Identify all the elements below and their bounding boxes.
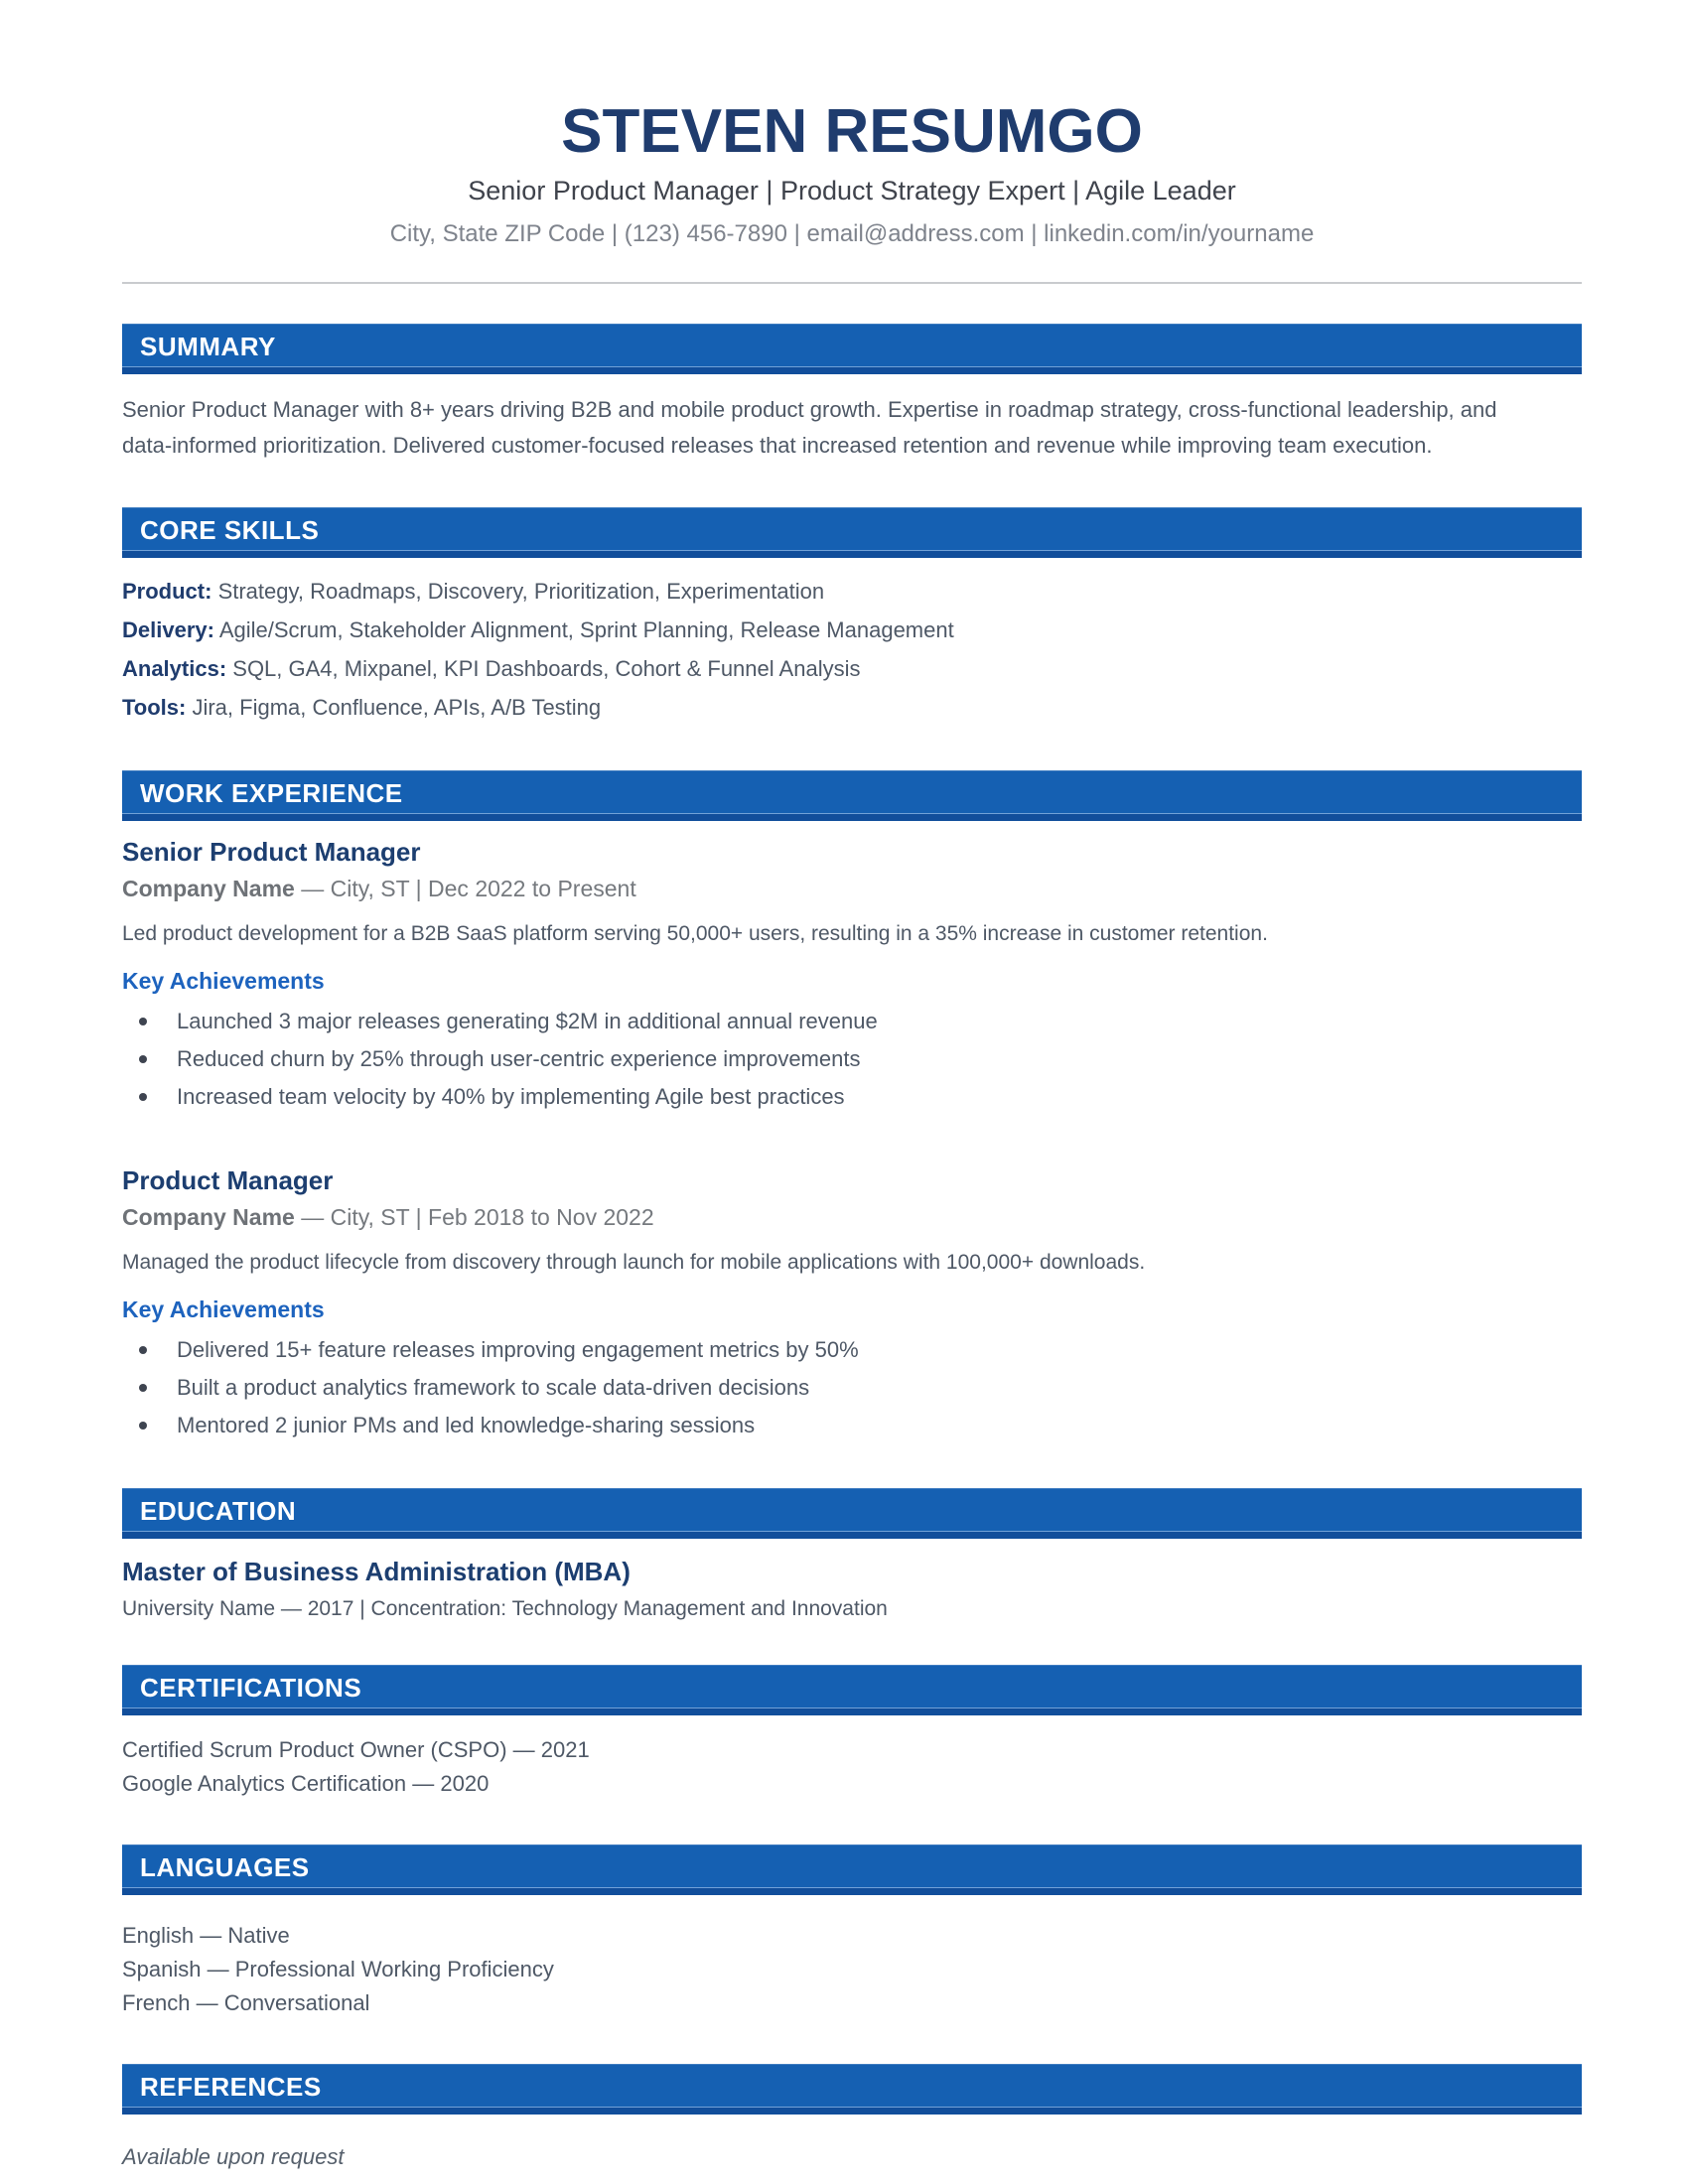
- candidate-name: STEVEN RESUMGO: [561, 97, 1143, 166]
- achievement-item: Launched 3 major releases generating $2M in additional annual revenue: [122, 1003, 1582, 1040]
- candidate-tagline: Senior Product Manager | Product Strategy Expert | Agile Leader: [468, 176, 1236, 206]
- job-role: Senior Product Manager: [122, 837, 421, 868]
- section-references: [122, 2064, 1582, 2170]
- education-section-header: EDUCATION: [122, 1488, 1582, 1539]
- references-text: Available upon request: [122, 2144, 345, 2170]
- job-description: Led product development for a B2B SaaS platform serving 50,000+ users, resulting in a 35% increase in customer retention.: [122, 922, 1268, 946]
- certification-item: Certified Scrum Product Owner (CSPO) — 2021: [122, 1737, 590, 1763]
- job-description: Managed the product lifecycle from discovery through launch for mobile applications with 100,000+ downloads.: [122, 1251, 1146, 1275]
- job-entry-product-manager: [122, 1165, 1582, 1444]
- language-item: English — Native: [122, 1923, 290, 1949]
- degree-detail: University Name — 2017 | Concentration: Technology Management and Innovation: [122, 1597, 888, 1621]
- contact-line: City, State ZIP Code | (123) 456-7890 | email@address.com | linkedin.com/in/yourname: [389, 220, 1315, 248]
- skill-label: Product:: [122, 579, 212, 605]
- company-meta: — City, ST | Feb 2018 to Nov 2022: [294, 1204, 654, 1231]
- certification-list: [122, 1733, 1582, 1801]
- skill-row-product: [122, 572, 1582, 611]
- skill-label: Tools:: [122, 695, 187, 721]
- section-education: [122, 1488, 1582, 1621]
- certification-item: Google Analytics Certification — 2020: [122, 1771, 490, 1797]
- job-company-line: [122, 876, 1582, 902]
- company-name: Company Name: [122, 876, 295, 902]
- resume-header: [122, 99, 1582, 248]
- skill-text: Strategy, Roadmaps, Discovery, Prioritization, Experimentation: [211, 579, 825, 605]
- section-languages: [122, 1844, 1582, 2020]
- languages-section-header: LANGUAGES: [122, 1844, 1582, 1895]
- section-work-experience: [122, 770, 1582, 1444]
- job-role: Product Manager: [122, 1165, 334, 1196]
- skill-text: SQL, GA4, Mixpanel, KPI Dashboards, Cohort & Funnel Analysis: [226, 656, 861, 682]
- skill-row-analytics: [122, 649, 1582, 688]
- achievement-item: Mentored 2 junior PMs and led knowledge-sharing sessions: [122, 1407, 1582, 1444]
- skills-list: [122, 572, 1582, 727]
- skill-text: Jira, Figma, Confluence, APIs, A/B Testing: [186, 695, 602, 721]
- section-certifications: [122, 1665, 1582, 1801]
- summary-section-header: SUMMARY: [122, 324, 1582, 374]
- company-name: Company Name: [122, 1204, 295, 1231]
- header-divider: [122, 282, 1582, 284]
- achievement-item: Reduced churn by 25% through user-centric experience improvements: [122, 1040, 1582, 1078]
- achievement-item: Built a product analytics framework to scale data-driven decisions: [122, 1369, 1582, 1407]
- achievement-item: Increased team velocity by 40% by implementing Agile best practices: [122, 1078, 1582, 1116]
- job-entry-senior-product-manager: [122, 837, 1582, 1116]
- skill-label: Delivery:: [122, 617, 214, 643]
- achievement-list: [122, 1003, 1582, 1116]
- core-skills-section-header: CORE SKILLS: [122, 507, 1582, 558]
- certifications-section-header: CERTIFICATIONS: [122, 1665, 1582, 1715]
- company-meta: — City, ST | Dec 2022 to Present: [294, 876, 636, 902]
- achievement-item: Delivered 15+ feature releases improving engagement metrics by 50%: [122, 1331, 1582, 1369]
- section-core-skills: [122, 507, 1582, 727]
- degree-title: Master of Business Administration (MBA): [122, 1557, 631, 1587]
- language-list: [122, 1919, 1582, 2020]
- key-achievements-heading: Key Achievements: [122, 1297, 325, 1323]
- achievement-list: [122, 1331, 1582, 1444]
- skill-row-delivery: [122, 611, 1582, 649]
- skill-row-tools: [122, 688, 1582, 727]
- job-company-line: [122, 1204, 1582, 1231]
- key-achievements-heading: Key Achievements: [122, 968, 325, 995]
- section-summary: [122, 324, 1582, 464]
- language-item: Spanish — Professional Working Proficiency: [122, 1957, 554, 1982]
- work-experience-section-header: WORK EXPERIENCE: [122, 770, 1582, 821]
- skill-label: Analytics:: [122, 656, 227, 682]
- references-section-header: REFERENCES: [122, 2064, 1582, 2115]
- summary-text: Senior Product Manager with 8+ years driving B2B and mobile product growth. Expertise in roadmap strategy, cross-functional leadership, and data-informed prioritization. Delivered customer-focused releases that increased retention and revenue while improving team execution.: [122, 397, 1497, 459]
- skill-text: Agile/Scrum, Stakeholder Alignment, Sprint Planning, Release Management: [213, 617, 954, 643]
- language-item: French — Conversational: [122, 1990, 370, 2016]
